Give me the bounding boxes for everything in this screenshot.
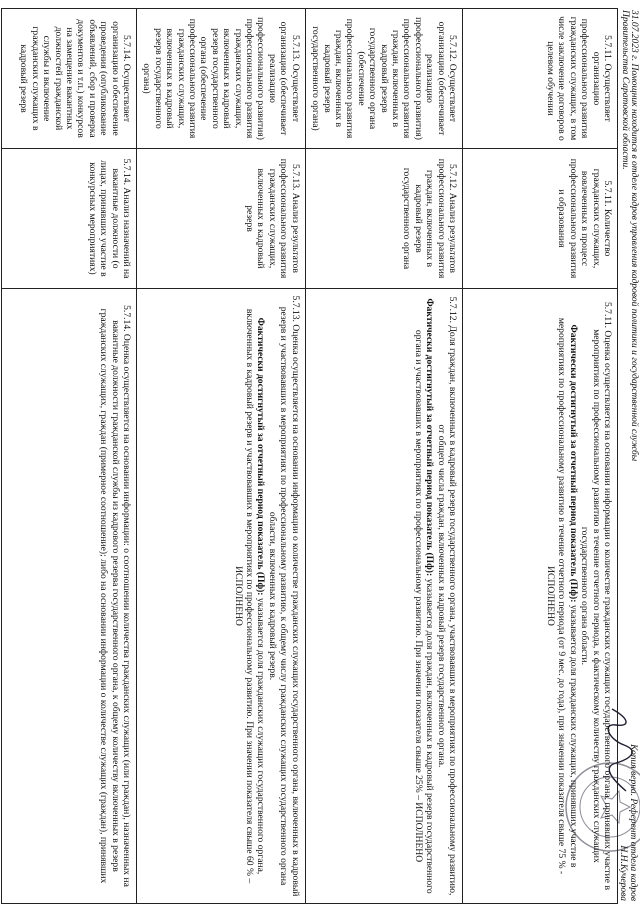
result-label: Фактически достигнутый за отчетный период показатель (Пф): [567, 324, 579, 603]
result-text: указывается доля гражданских служащих государственного органа, включенных в кадровый резерв и участвовавших в мероприятиях по профессиональному развитию. При значении показателя свыше 60 % – ИСПОЛНЕНО [232, 308, 267, 884]
indicator-cell: 5.7.11. Количество гражданских служащих, вовлеченных в процесс профессионального развития и образования [463, 149, 618, 289]
government-line: Правительства Саратовской области. [620, 10, 630, 170]
signer-name: Н.Н.Кучерова [618, 845, 628, 901]
functions-table [1, 8, 618, 904]
method-cell [137, 289, 306, 904]
method-text: 5.7.13. Оценка осуществляется на основании информации о количестве гражданских служащих государственного органа, включенных в кадровый резерв и участвовавших в мероприятиях по профессиональному развитию, к общему числу гражданских служащих государственного органа области, включенных в кадровый резерв. [266, 295, 301, 897]
function-cell: 5.7.14. Осуществляет организацию и обеспечение проведения (опубликование объявлений, сбор и проверка документов и т.п.) конкурсов на замещение вакантных должностей гражданской службы и включение гражданских служащих в кадровый резерв [2, 9, 137, 149]
method-text: 5.7.12. Доля граждан, включенных в кадровый резерв государственного органа, участвовавших в мероприятиях по профессиональному развитию, от общего числа граждан, включенных в кадровый резерв государственного органа. [435, 296, 458, 896]
method-text: 5.7.14. Оценка осуществляется на основании информации: о соотношении количества гражданских служащих (или граждан), назначенных на вакантные должности гражданской службы из кадрового резерва государственного органа, к общему количеству включенных в резерв гражданских служащих, граждан (примерное соотношение); либо на основании информации о количестве служащих (граждан), принявших [98, 305, 133, 887]
method-cell [305, 289, 462, 904]
result-text: указывается доля гражданских служащих, принявших участие в мероприятиях по профессиональному развитию в течение отчетного периода (от 9 мес. до года), при значении показателя свыше 75 % - ИСПОЛНЕНО [544, 317, 579, 875]
result-label: Фактически достигнутый за отчетный период показатель (Пф): [424, 298, 436, 577]
indicator-cell: 5.7.12. Анализ результатов профессионального развития граждан, включенных в кадровый резерв государственного органа [305, 149, 462, 289]
certification-line: 31.07.2023 г. Помощник находится в отделе кадров управления кадровой политики и государственной службы [629, 10, 639, 462]
copy-certified-label: Копия верна. Референт отдела кадров [628, 744, 638, 901]
result-text: указывается доля граждан, включенных в кадровый резерв государственного органа и участвовавших в мероприятиях по профессиональному развитию. При значении показателя свыше 25% – ИСПОЛНЕНО [412, 329, 436, 894]
function-cell: 5.7.11. Осуществляет организацию профессионального развития гражданских служащих, в том числе заключение договоров о целевом обучении [463, 9, 618, 149]
table-row [463, 9, 618, 904]
function-cell: 5.7.13. Осуществляет организацию (обеспечивает реализацию профессионального развития) профессионального развития гражданских служащих, включенных в кадровый резерв государственного органа (обеспечение профессионального развития гражданских служащих, включенных в кадровый резерв государственного органа) [137, 9, 306, 149]
table-row [137, 9, 306, 904]
table-row [2, 9, 137, 904]
result-label: Фактически достигнутый за отчетный период показатель (Пф): [255, 317, 267, 596]
table-row [305, 9, 462, 904]
indicator-cell: 5.7.14. Анализ назначений на вакантные должности (о лицах, принявших участие в конкурсных мероприятиях) [2, 149, 137, 289]
method-text: 5.7.11. Оценка осуществляется на основании информации о количестве гражданских служащих государственного органа, принявших участие в мероприятиях по профессиональному развитию в течение отчетного периода, к фактическому количеству гражданских служащих государственного органа области. [579, 301, 613, 890]
function-cell: 5.7.12. Осуществляет организацию (обеспечивает реализацию профессионального развития) профессионального развития граждан, включенных в кадровый резерв государственного органа (обеспечение профессионального развития граждан, включенных в кадровый резерв государственного органа) [305, 9, 462, 149]
indicator-cell: 5.7.13. Анализ результатов профессионального развития гражданских служащих, включенных в кадровый резерв [137, 149, 306, 289]
method-cell [463, 289, 618, 904]
method-cell [2, 289, 137, 904]
